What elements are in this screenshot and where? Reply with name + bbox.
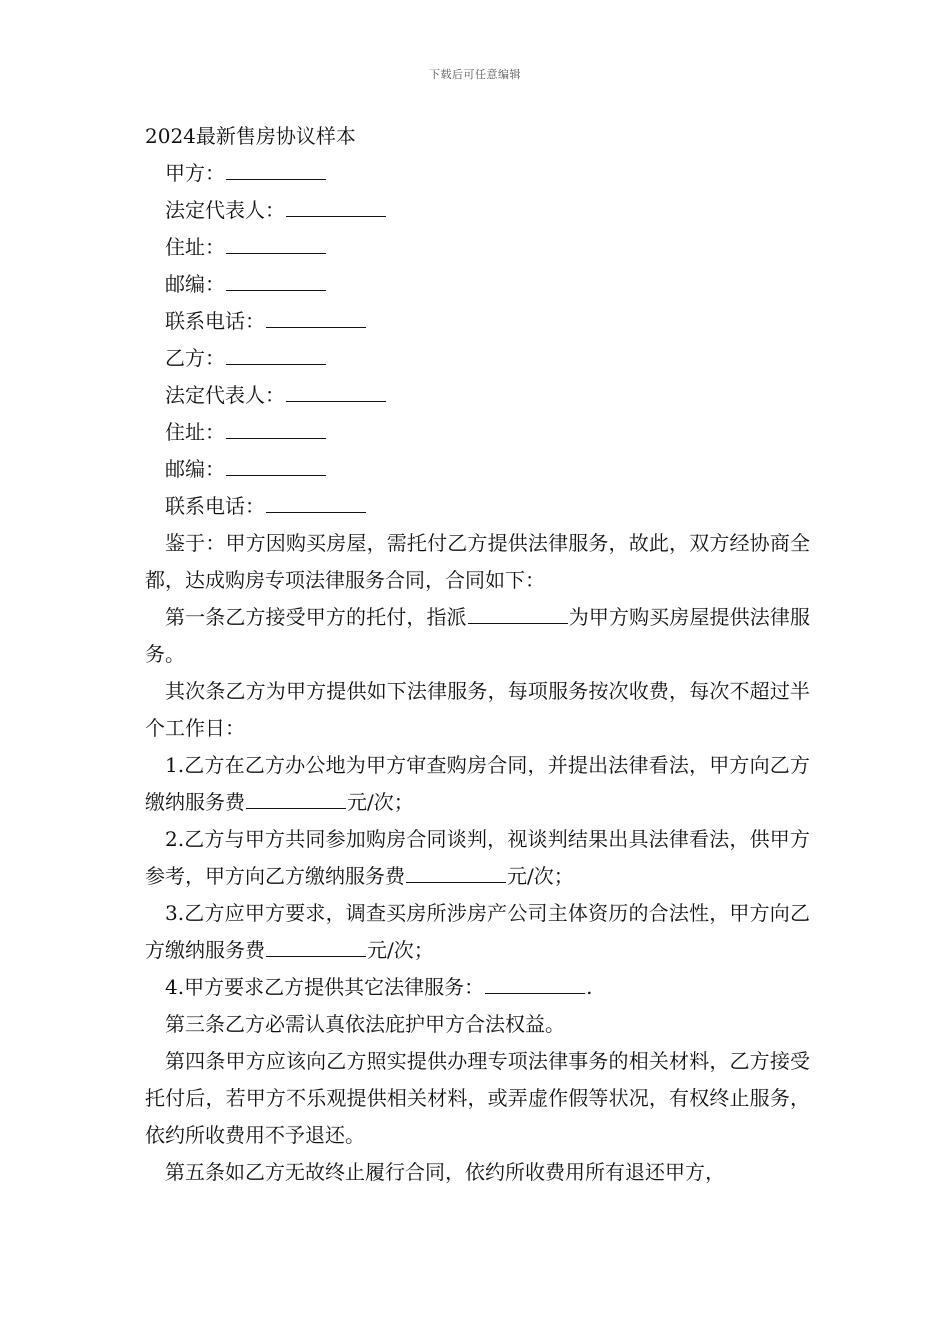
blank-line [468, 599, 568, 624]
item-text: 元/次； [367, 938, 434, 962]
item-text: 4.甲方要求乙方提供其它法律服务： [165, 975, 485, 999]
field-label: 住址： [165, 420, 225, 444]
party-b-rep-field [145, 377, 810, 414]
blank-line [226, 155, 326, 180]
article-2: 其次条乙方为甲方提供如下法律服务，每项服务按次收费，每次不超过半个工作日： [145, 679, 810, 740]
document-title: 2024最新售房协议样本 [145, 124, 356, 148]
article-3: 第三条乙方必需认真依法庇护甲方合法权益。 [165, 1012, 565, 1036]
field-label: 乙方： [165, 346, 225, 370]
article-text: 为甲方购买房屋提供法律服务。 [145, 605, 811, 666]
blank-line [286, 192, 386, 217]
header-note: 下载后可任意编辑 [429, 68, 521, 81]
blank-line [226, 451, 326, 476]
field-label: 邮编： [165, 457, 225, 481]
item-text: 元/次； [507, 864, 574, 888]
party-a-phone-field [145, 303, 810, 340]
field-label: 甲方： [165, 161, 225, 185]
blank-line [286, 377, 386, 402]
article-4: 第四条甲方应该向乙方照实提供办理专项法律事务的相关材料，乙方接受托付后，若甲方不乐观提供相关材料，或弄虚作假等状况，有权终止服务，依约所收费用不予退还。 [145, 1049, 810, 1147]
party-b-zip-field [145, 451, 810, 488]
field-label: 联系电话： [165, 309, 265, 333]
blank-line [226, 414, 326, 439]
field-label: 邮编： [165, 272, 225, 296]
blank-line [246, 784, 346, 809]
service-item-4 [145, 969, 810, 1006]
party-a-name-field [145, 155, 810, 192]
blank-line [266, 303, 366, 328]
blank-line [266, 488, 366, 513]
blank-line [266, 932, 366, 957]
item-text: 1.乙方在乙方办公地为甲方审查购房合同，并提出法律看法，甲方向乙方缴纳服务费 [145, 753, 810, 814]
blank-line [226, 340, 326, 365]
party-b-phone-field [145, 488, 810, 525]
article-5: 第五条如乙方无故终止履行合同，依约所收费用所有退还甲方， [165, 1160, 725, 1184]
article-1 [145, 599, 810, 673]
item-text: . [586, 975, 593, 999]
blank-line [406, 858, 506, 883]
service-item-1 [145, 747, 810, 821]
document-body [145, 118, 810, 1191]
field-label: 住址： [165, 235, 225, 259]
service-item-3 [145, 895, 810, 969]
article-text: 第一条乙方接受甲方的托付，指派 [165, 605, 467, 629]
party-a-rep-field [145, 192, 810, 229]
preamble-paragraph: 鉴于：甲方因购买房屋，需托付乙方提供法律服务，故此，双方经协商全都，达成购房专项法律服务合同，合同如下： [145, 531, 810, 592]
party-b-name-field [145, 340, 810, 377]
field-label: 联系电话： [165, 494, 265, 518]
blank-line [485, 969, 585, 994]
party-b-address-field [145, 414, 810, 451]
blank-line [226, 229, 326, 254]
field-label: 法定代表人： [165, 198, 285, 222]
party-a-address-field [145, 229, 810, 266]
item-text: 元/次； [347, 790, 414, 814]
party-a-zip-field [145, 266, 810, 303]
service-item-2 [145, 821, 810, 895]
item-text: 3.乙方应甲方要求，调查买房所涉房产公司主体资历的合法性，甲方向乙方缴纳服务费 [145, 901, 810, 962]
item-text: 2.乙方与甲方共同参加购房合同谈判，视谈判结果出具法律看法，供甲方参考，甲方向乙方缴纳服务费 [145, 827, 810, 888]
field-label: 法定代表人： [165, 383, 285, 407]
blank-line [226, 266, 326, 291]
